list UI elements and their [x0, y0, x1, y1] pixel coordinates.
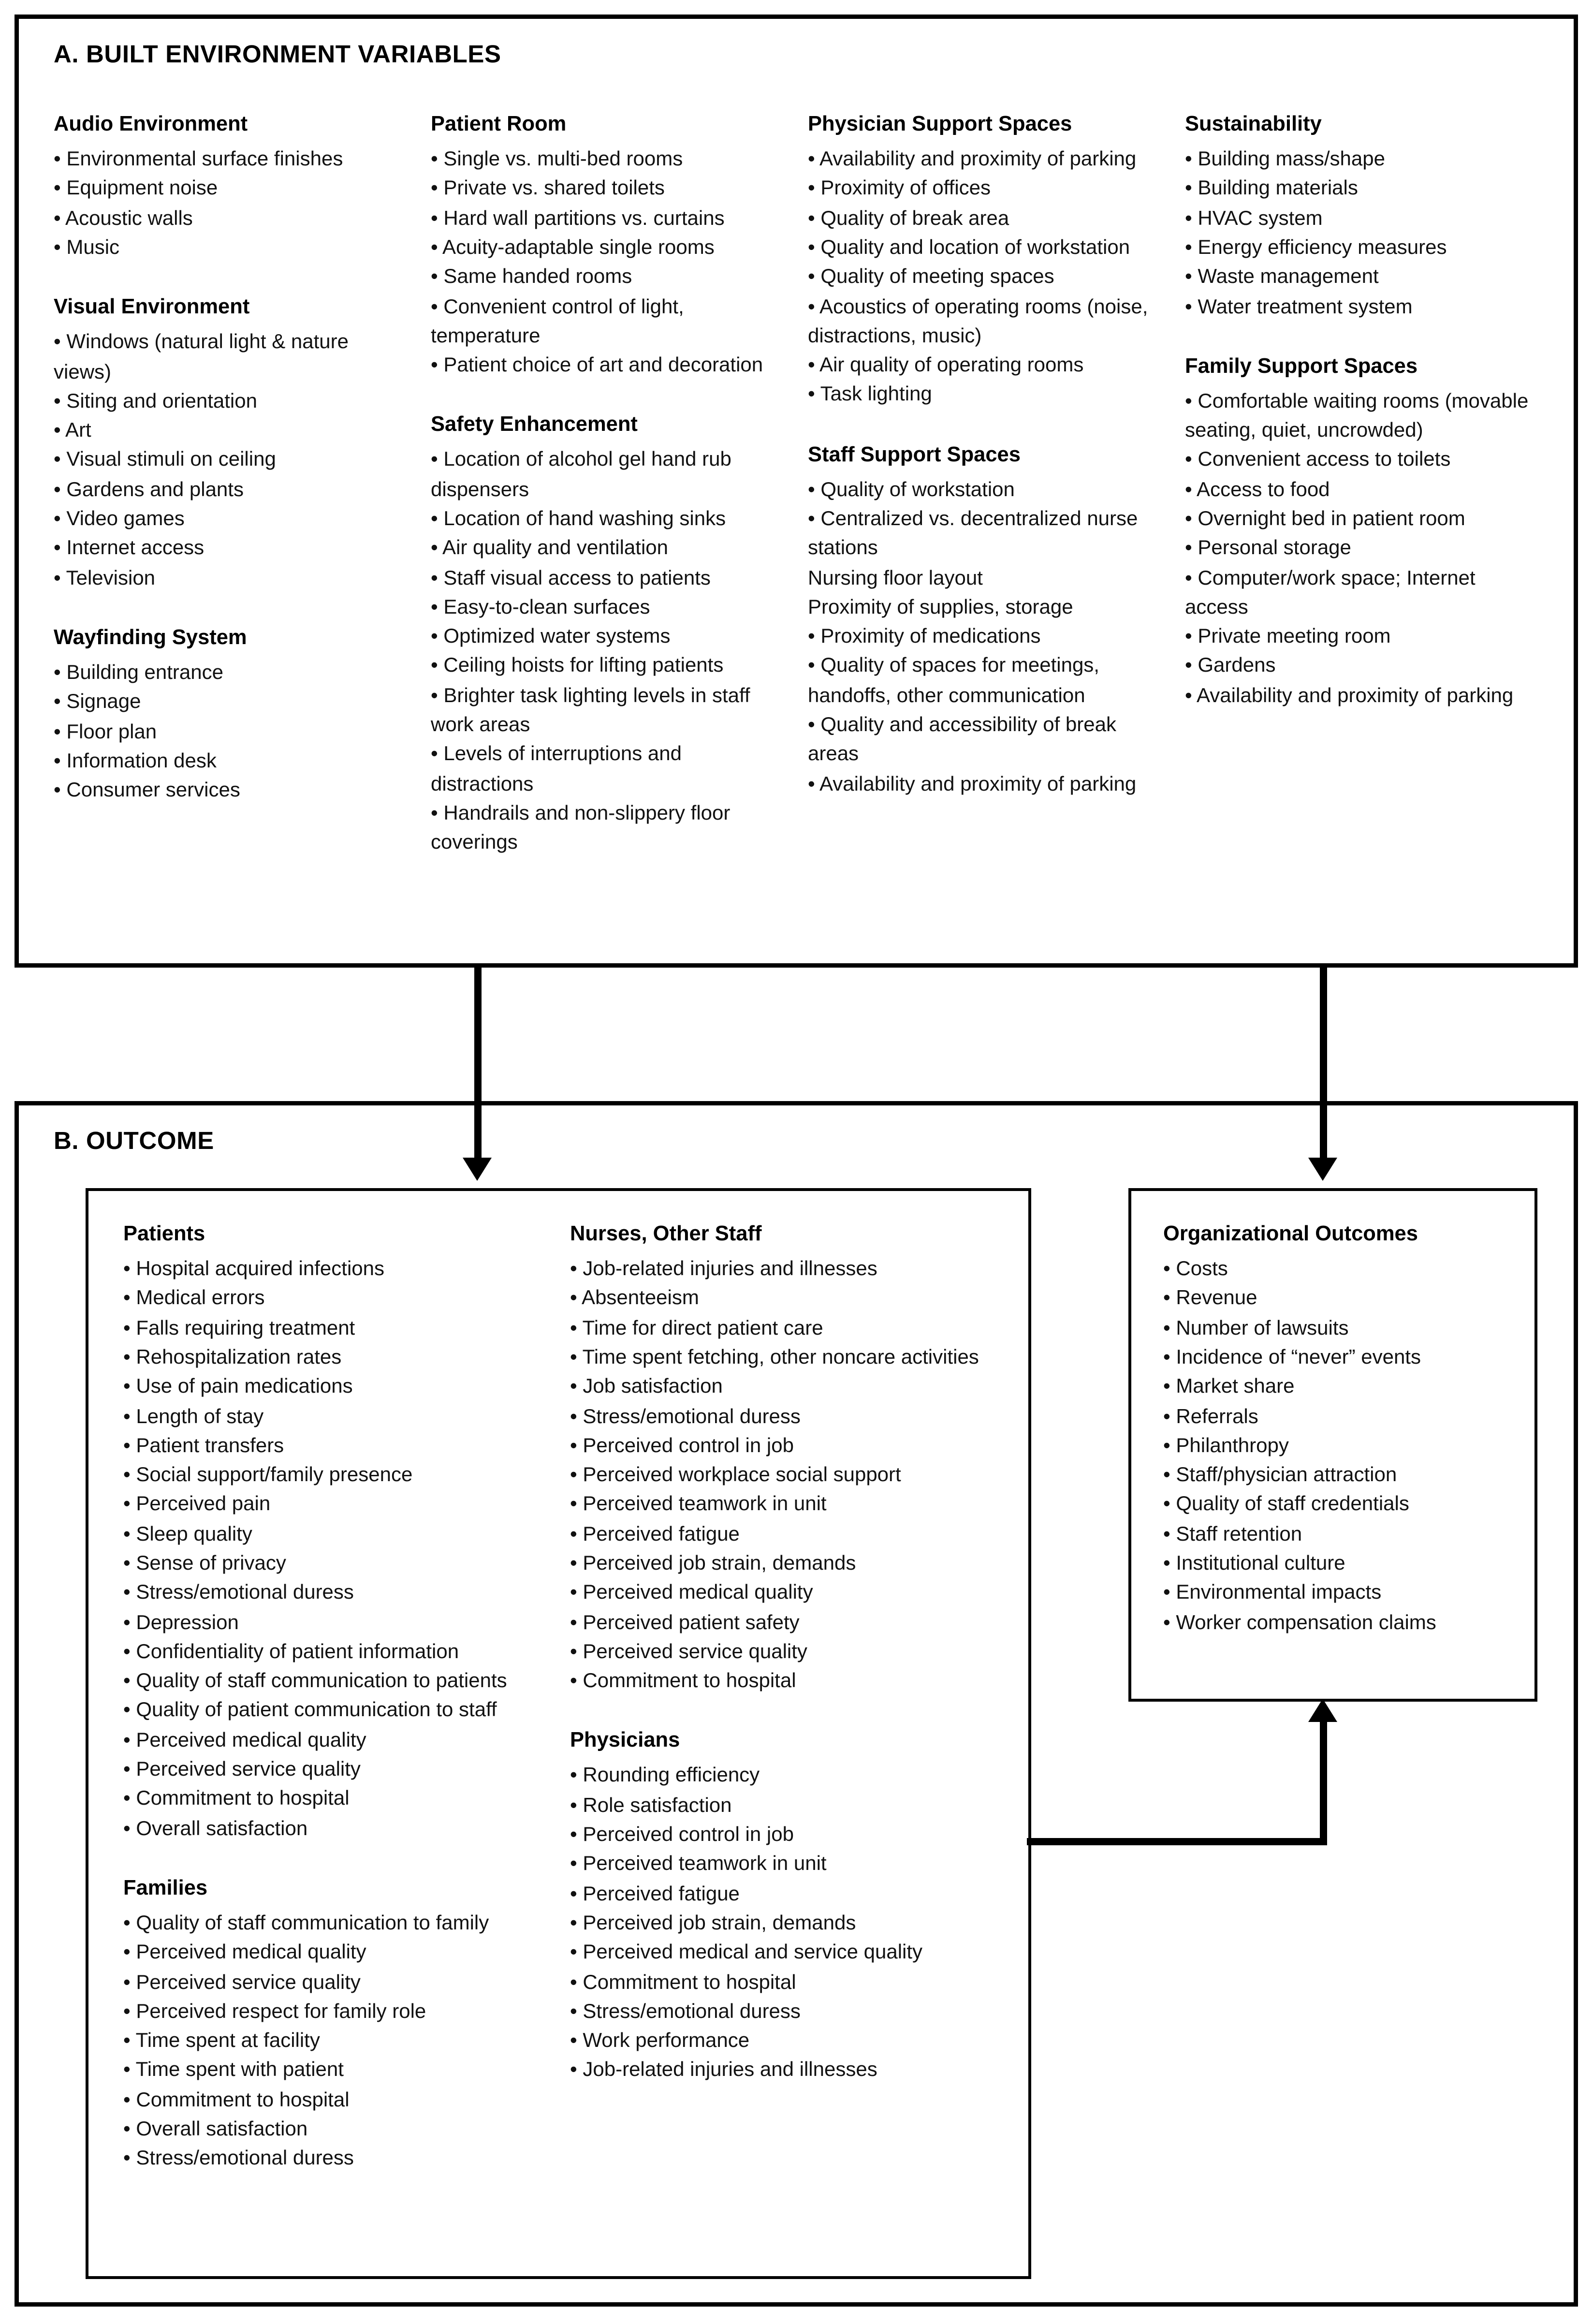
box-a-columns	[54, 110, 1539, 857]
arrow-up-icon	[1308, 1699, 1337, 1722]
list-item: • Availability and proximity of parking	[808, 147, 1137, 170]
list-item: • Quality of staff communication to patients	[123, 1668, 507, 1692]
list-item: • Information desk	[54, 748, 217, 772]
section	[54, 294, 408, 592]
list-item: • Private meeting room	[1185, 624, 1391, 647]
section-heading: Physicians	[570, 1730, 680, 1753]
arrow-shaft	[474, 963, 482, 1158]
section	[123, 1874, 547, 2173]
section-heading: Patient Room	[431, 113, 567, 136]
list-item: • Stress/emotional duress	[570, 1403, 801, 1427]
list-item: • Perceived fatigue	[570, 1881, 740, 1905]
list-item: • Convenient control of light, temperature	[431, 294, 684, 347]
list-item: • Quality of break area	[808, 205, 1009, 229]
list-item: • Task lighting	[808, 382, 932, 406]
list-item: • Availability and proximity of parking	[808, 771, 1137, 795]
list-item: • Staff retention	[1163, 1521, 1302, 1545]
list-item: • Computer/work space; Internet access	[1185, 565, 1476, 618]
list-item: • Falls requiring treatment	[123, 1315, 355, 1339]
list-item: • Gardens and plants	[54, 477, 244, 500]
list-item: • Perceived medical quality	[123, 1940, 366, 1963]
list-item: • Waste management	[1185, 264, 1379, 288]
list-item: • Perceived medical quality	[123, 1727, 366, 1751]
list-item: • Floor plan	[54, 719, 157, 742]
section-heading: Physician Support Spaces	[808, 113, 1072, 136]
list-item: • Overall satisfaction	[123, 2117, 308, 2140]
list-item: • Video games	[54, 506, 185, 530]
list-item: • Building materials	[1185, 176, 1358, 199]
list-item: • Perceived service quality	[570, 1639, 807, 1662]
list-item: • Incidence of “never” events	[1163, 1344, 1421, 1368]
list-item: • Job-related injuries and illnesses	[570, 2058, 877, 2081]
list-item: • HVAC system	[1185, 205, 1323, 229]
arrow-down-icon	[463, 1158, 492, 1181]
list-item: • Perceived service quality	[123, 1969, 361, 1993]
list-item: • Social support/family presence	[123, 1462, 413, 1486]
list-item: • Quality of spaces for meetings, handoffs, other communication	[808, 653, 1099, 706]
list-item: • Perceived patient safety	[570, 1609, 800, 1633]
list-item: • Rehospitalization rates	[123, 1344, 342, 1368]
list-item: • Philanthropy	[1163, 1433, 1289, 1456]
list-item: • Location of hand washing sinks	[431, 506, 726, 530]
list-item: • Role satisfaction	[570, 1793, 732, 1816]
list-item: • Perceived teamwork in unit	[570, 1492, 827, 1515]
list-item: • Hospital acquired infections	[123, 1256, 384, 1280]
list-item: • Time for direct patient care	[570, 1315, 823, 1339]
list-item: • Air quality and ventilation	[431, 535, 669, 559]
list-item: • Commitment to hospital	[123, 1786, 350, 1810]
list-item: • Patient choice of art and decoration	[431, 353, 763, 376]
list-item: • Staff visual access to patients	[431, 565, 711, 588]
list-item: • Quality of staff credentials	[1163, 1492, 1409, 1515]
section	[808, 110, 1162, 409]
arrow-down-icon	[1308, 1158, 1337, 1181]
list-item: • Time spent fetching, other noncare activities	[570, 1344, 979, 1368]
list-item: • Perceived control in job	[570, 1822, 794, 1846]
section	[1185, 110, 1539, 320]
list-item: • Job-related injuries and illnesses	[570, 1256, 877, 1280]
list-item: • Windows (natural light & nature views)	[54, 329, 349, 382]
list-item: • Perceived job strain, demands	[570, 1550, 856, 1574]
list-item: • Comfortable waiting rooms (movable seating, quiet, uncrowded)	[1185, 388, 1529, 441]
section	[431, 110, 785, 379]
list-item: • Perceived medical and service quality	[570, 1940, 923, 1963]
list-item: • Centralized vs. decentralized nurse stations	[808, 506, 1138, 559]
list-item: • Availability and proximity of parking	[1185, 683, 1514, 706]
list-item: • Internet access	[54, 535, 205, 559]
list-item: Proximity of supplies, storage	[808, 594, 1073, 618]
list-item: • Costs	[1163, 1256, 1228, 1280]
section-heading: Safety Enhancement	[431, 414, 638, 438]
list-item: • Building entrance	[54, 660, 223, 683]
list-item: • Proximity of offices	[808, 176, 991, 199]
outcomes-column-2	[570, 1220, 994, 2173]
arrow-shaft-horizontal	[1027, 1838, 1327, 1845]
list-item: • Acoustic walls	[54, 205, 193, 229]
list-item: • Equipment noise	[54, 176, 218, 199]
list-item: • Institutional culture	[1163, 1550, 1345, 1574]
list-item: • Convenient access to toilets	[1185, 447, 1451, 471]
list-item: • Staff/physician attraction	[1163, 1462, 1397, 1486]
section-heading: Nurses, Other Staff	[570, 1223, 762, 1246]
list-item: • Stress/emotional duress	[570, 1999, 801, 2022]
box-b-title: B. OUTCOME	[54, 1127, 214, 1155]
list-item: • Commitment to hospital	[570, 1668, 796, 1692]
list-item: • Quality of staff communication to family	[123, 1910, 489, 1934]
list-item: • Single vs. multi-bed rooms	[431, 147, 683, 170]
arrow-shaft-vertical	[1320, 1721, 1327, 1845]
built-environment-box	[15, 15, 1578, 968]
list-item: • Signage	[54, 689, 141, 713]
section-heading: Wayfinding System	[54, 626, 247, 650]
list-item: • Medical errors	[123, 1285, 265, 1309]
list-item: • Commitment to hospital	[123, 2087, 350, 2111]
list-item: • Art	[54, 418, 91, 441]
section-heading: Sustainability	[1185, 113, 1322, 136]
list-item: • Use of pain medications	[123, 1374, 353, 1397]
list-item: • Perceived respect for family role	[123, 1999, 426, 2022]
list-item: • Overnight bed in patient room	[1185, 506, 1465, 530]
list-item: • Perceived control in job	[570, 1433, 794, 1456]
section	[1163, 1220, 1503, 1636]
outcome-box	[15, 1101, 1578, 2307]
list-item: • Same handed rooms	[431, 264, 632, 288]
list-item: • Sense of privacy	[123, 1550, 286, 1574]
section-heading: Families	[123, 1877, 208, 1900]
list-item: • Number of lawsuits	[1163, 1315, 1349, 1339]
list-item: • Handrails and non-slippery floor coverings	[431, 800, 731, 853]
organizational-outcomes-box	[1128, 1188, 1537, 1702]
list-item: • Quality of meeting spaces	[808, 264, 1054, 288]
list-item: • Quality of patient communication to staff	[123, 1698, 497, 1721]
box-a-column-2	[431, 110, 785, 857]
list-item: • Time spent with patient	[123, 2058, 344, 2081]
list-item: • Music	[54, 235, 120, 258]
list-item: • Sleep quality	[123, 1521, 252, 1545]
section	[570, 1220, 994, 1695]
list-item: • Quality and location of workstation	[808, 235, 1130, 258]
list-item: • Consumer services	[54, 778, 240, 801]
list-item: • Perceived pain	[123, 1492, 271, 1515]
box-a-column-1	[54, 110, 408, 857]
section-heading: Audio Environment	[54, 113, 248, 136]
outcomes-column-1	[123, 1220, 547, 2173]
list-item: • Private vs. shared toilets	[431, 176, 665, 199]
list-item: • Work performance	[570, 2028, 750, 2052]
section	[54, 110, 408, 262]
list-item: • Job satisfaction	[570, 1374, 723, 1397]
list-item: • Depression	[123, 1609, 239, 1633]
list-item: • Commitment to hospital	[570, 1969, 796, 1993]
list-item: • Time spent at facility	[123, 2028, 320, 2052]
list-item: • Energy efficiency measures	[1185, 235, 1447, 258]
section-heading: Staff Support Spaces	[808, 443, 1021, 467]
list-item: • Revenue	[1163, 1285, 1257, 1309]
arrow-shaft	[1320, 963, 1327, 1158]
box-a-column-3	[808, 110, 1162, 857]
list-item: Nursing floor layout	[808, 565, 983, 588]
section	[570, 1727, 994, 2084]
list-item: • Levels of interruptions and distractions	[431, 742, 682, 795]
list-item: • Building mass/shape	[1185, 147, 1385, 170]
section-heading: Organizational Outcomes	[1163, 1223, 1418, 1246]
section	[1185, 352, 1539, 709]
list-item: • Brighter task lighting levels in staff work areas	[431, 683, 750, 736]
list-item: • Referrals	[1163, 1403, 1258, 1427]
list-item: • Perceived teamwork in unit	[570, 1852, 827, 1875]
list-item: • Perceived medical quality	[570, 1580, 813, 1603]
list-item: • Stress/emotional duress	[123, 2146, 354, 2170]
list-item: • Environmental surface finishes	[54, 147, 343, 170]
list-item: • Market share	[1163, 1374, 1295, 1397]
list-item: • Visual stimuli on ceiling	[54, 447, 276, 471]
section	[808, 441, 1162, 798]
list-item: • Worker compensation claims	[1163, 1609, 1436, 1633]
box-a-column-4	[1185, 110, 1539, 857]
list-item: • Confidentiality of patient information	[123, 1639, 459, 1662]
list-item: • Overall satisfaction	[123, 1815, 308, 1839]
list-item: • Patient transfers	[123, 1433, 284, 1456]
list-item: • Air quality of operating rooms	[808, 353, 1084, 376]
list-item: • Water treatment system	[1185, 294, 1413, 317]
list-item: • Stress/emotional duress	[123, 1580, 354, 1603]
list-item: • Absenteeism	[570, 1285, 699, 1309]
list-item: • Perceived job strain, demands	[570, 1910, 856, 1934]
list-item: • Personal storage	[1185, 535, 1351, 559]
list-item: • Location of alcohol gel hand rub dispensers	[431, 447, 731, 500]
section-heading: Patients	[123, 1223, 205, 1246]
list-item: • Perceived fatigue	[570, 1521, 740, 1545]
section-heading: Visual Environment	[54, 296, 250, 320]
people-outcomes-box	[86, 1188, 1031, 2279]
list-item: • Siting and orientation	[54, 388, 257, 412]
list-item: • Acoustics of operating rooms (noise, distractions, music)	[808, 294, 1148, 347]
list-item: • Gardens	[1185, 653, 1276, 677]
list-item: • Proximity of medications	[808, 624, 1041, 647]
list-item: • Environmental impacts	[1163, 1580, 1382, 1603]
section	[123, 1220, 547, 1842]
section	[54, 624, 408, 805]
section-heading: Family Support Spaces	[1185, 355, 1418, 379]
list-item: • Length of stay	[123, 1403, 264, 1427]
list-item: • Acuity-adaptable single rooms	[431, 235, 715, 258]
list-item: • Quality and accessibility of break areas	[808, 712, 1117, 765]
list-item: • Perceived workplace social support	[570, 1462, 901, 1486]
list-item: • Quality of workstation	[808, 477, 1015, 500]
list-item: • Ceiling hoists for lifting patients	[431, 653, 724, 677]
list-item: • Rounding efficiency	[570, 1763, 760, 1787]
list-item: • Access to food	[1185, 477, 1330, 500]
list-item: • Optimized water systems	[431, 624, 671, 647]
box-a-title: A. BUILT ENVIRONMENT VARIABLES	[54, 41, 501, 68]
list-item: • Hard wall partitions vs. curtains	[431, 205, 725, 229]
list-item: • Easy-to-clean surfaces	[431, 594, 650, 618]
outcomes-columns	[123, 1220, 994, 2173]
section	[431, 411, 785, 857]
list-item: • Perceived service quality	[123, 1757, 361, 1780]
list-item: • Television	[54, 565, 156, 588]
